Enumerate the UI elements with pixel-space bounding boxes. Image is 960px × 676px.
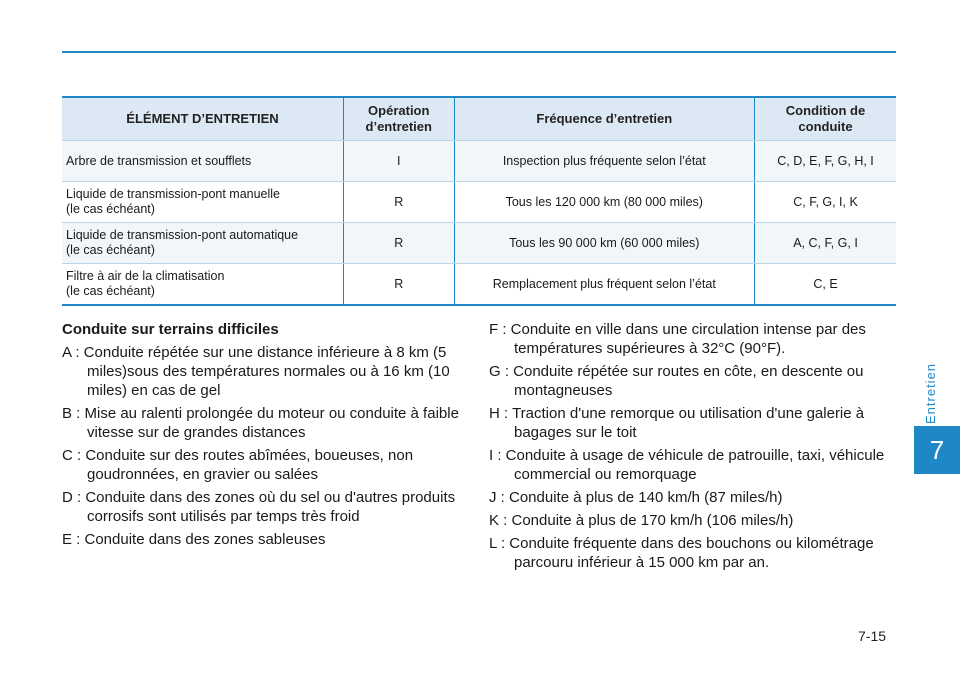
condition-item: A : Conduite répétée sur une distance inférieure à 8 km (5 miles)sous des températures normales ou à 16 km (10 miles) en cas de gel (62, 344, 450, 399)
condition-item: K : Conduite à plus de 170 km/h (106 miles/h) (489, 512, 794, 529)
header-operation (343, 97, 454, 141)
condition-item: H : Traction d'une remorque ou utilisation d'une galerie à bagages sur le toit (489, 405, 865, 441)
cell-frequency: Tous les 90 000 km (60 000 miles) (454, 223, 755, 264)
cell-condition: C, D, E, F, G, H, I (755, 141, 896, 182)
cell-frequency: Remplacement plus fréquent selon l’état (454, 264, 755, 306)
condition-item: I : Conduite à usage de véhicule de patrouille, taxi, véhicule commercial ou remorquage (489, 447, 885, 483)
table-row (62, 223, 896, 264)
cell-operation: R (343, 182, 454, 223)
maintenance-table (62, 96, 896, 306)
cell-condition: C, F, G, I, K (755, 182, 896, 223)
cell-operation: I (343, 141, 454, 182)
chapter-side-label: Entretien (923, 362, 938, 424)
header-element: ÉLÉMENT D’ENTRETIEN (62, 97, 343, 141)
cell-item: Liquide de transmission-pont automatique (le cas échéant) (62, 223, 343, 264)
condition-item: E : Conduite dans des zones sableuses (62, 531, 326, 548)
section-title: Conduite sur terrains difficiles (62, 321, 279, 338)
condition-item: F : Conduite en ville dans une circulation intense par des températures supérieures à 32°C (90°F). (489, 321, 866, 357)
header-condition-text: Condition de conduite (785, 103, 866, 134)
condition-item: G : Conduite répétée sur routes en côte, en descente ou montagneuses (489, 363, 864, 399)
top-rule (62, 51, 896, 53)
conditions-right-column (489, 320, 909, 576)
cell-item: Liquide de transmission-pont manuelle (le cas échéant) (62, 182, 343, 223)
condition-item: C : Conduite sur des routes abîmées, boueuses, non goudronnées, en gravier ou salées (62, 447, 414, 483)
condition-item: D : Conduite dans des zones où du sel ou d'autres produits corrosifs sont utilisés par temps très froid (62, 489, 456, 525)
cell-operation: R (343, 264, 454, 306)
cell-condition: C, E (755, 264, 896, 306)
conditions-left-column (62, 320, 472, 553)
cell-condition: A, C, F, G, I (755, 223, 896, 264)
condition-item: B : Mise au ralenti prolongée du moteur ou conduite à faible vitesse sur de grandes distances (62, 405, 459, 441)
header-condition (755, 97, 896, 141)
cell-item: Filtre à air de la climatisation (le cas échéant) (62, 264, 343, 306)
cell-frequency: Tous les 120 000 km (80 000 miles) (454, 182, 755, 223)
cell-item: Arbre de transmission et soufflets (62, 141, 343, 182)
table-header-row (62, 97, 896, 141)
table-row (62, 182, 896, 223)
header-operation-text: Opération d’entretien (365, 103, 432, 134)
cell-operation: R (343, 223, 454, 264)
table-row (62, 264, 896, 306)
page-number: 7-15 (858, 628, 887, 644)
cell-frequency: Inspection plus fréquente selon l’état (454, 141, 755, 182)
chapter-number-tab: 7 (914, 426, 960, 474)
header-frequency: Fréquence d’entretien (454, 97, 755, 141)
table-row (62, 141, 896, 182)
condition-item: L : Conduite fréquente dans des bouchons ou kilométrage parcouru inférieur à 15 000 km par an. (489, 535, 874, 571)
condition-item: J : Conduite à plus de 140 km/h (87 miles/h) (489, 489, 783, 506)
